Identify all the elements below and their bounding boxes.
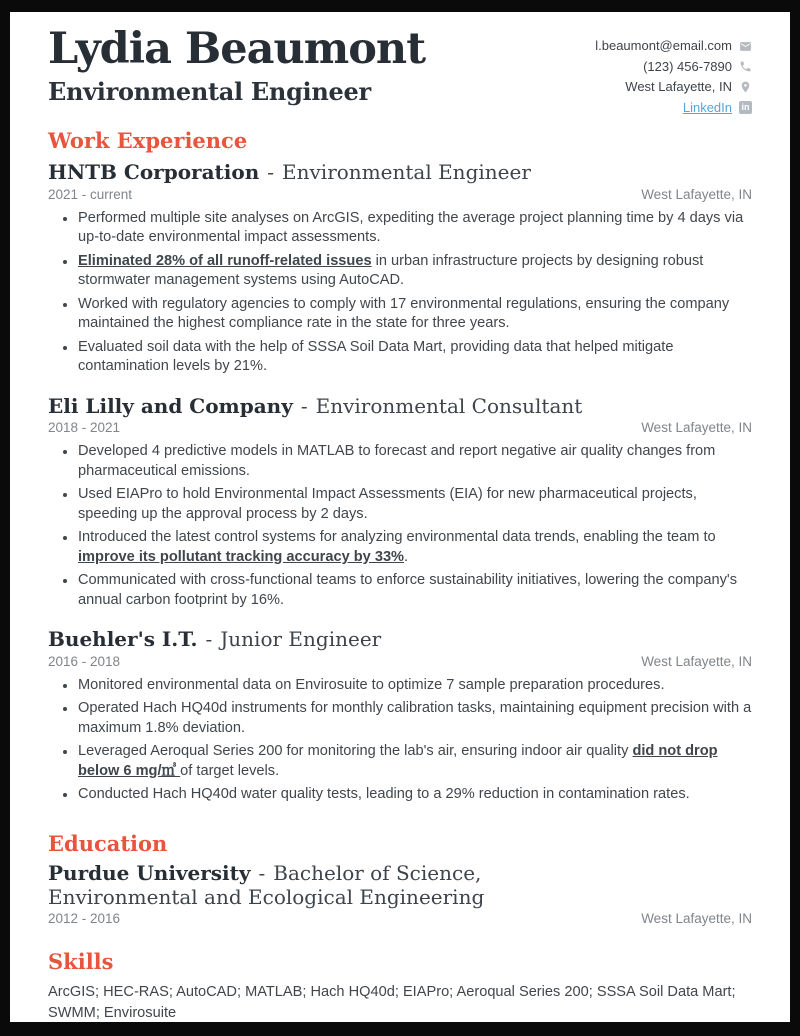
bullet-item	[77, 209, 752, 248]
person-name: Lydia Beaumont	[48, 24, 426, 74]
job-location: West Lafayette, IN	[641, 420, 752, 436]
skills-section	[48, 950, 752, 1023]
bullet-item	[77, 485, 752, 524]
school-name: Purdue University	[48, 860, 251, 885]
contact-phone-row	[595, 58, 752, 77]
education-dates: 2012 - 2016	[48, 911, 121, 927]
work-experience-section	[48, 129, 752, 804]
bullet-item	[77, 442, 752, 481]
education-location: West Lafayette, IN	[641, 911, 752, 927]
bullet-text: Conducted Hach HQ40d water quality tests, leading to a 29% reduction in contamination rates.	[78, 786, 690, 803]
company-name: Eli Lilly and Company	[48, 393, 293, 418]
bullet-text: Operated Hach HQ40d instruments for monthly calibration tasks, maintaining equipment precision with a maximum 1.8% deviation.	[78, 700, 752, 736]
job-bullets	[48, 676, 752, 805]
job-entry-hntb	[48, 160, 752, 376]
work-experience-heading: Work Experience	[48, 128, 248, 154]
company-name: Buehler's I.T.	[48, 627, 198, 652]
job-entry-buehlers	[48, 627, 752, 804]
bullet-text: Performed multiple site analyses on ArcGIS, expediting the average project planning time by 4 days via up-to-date environmental impact assessments.	[78, 209, 744, 246]
bullet-text: Communicated with cross-functional teams to enforce sustainability initiatives, lowering the company's annual carbon footprint by 16%.	[78, 572, 737, 608]
bullet-text: in urban infrastructure projects by designing robust stormwater management systems using AutoCAD.	[78, 252, 704, 289]
education-meta	[48, 911, 752, 927]
job-meta	[48, 654, 752, 670]
bullet-item	[77, 699, 752, 738]
email-text: l.beaumont@email.com	[595, 38, 732, 53]
bullet-item	[77, 295, 752, 334]
education-entry-heading	[48, 861, 518, 910]
degree-title: Bachelor of Science, Environmental and Ecological Engineering	[48, 860, 485, 909]
job-title: Junior Engineer	[220, 627, 382, 652]
job-location: West Lafayette, IN	[641, 186, 752, 202]
job-heading	[48, 394, 752, 418]
job-title: Environmental Consultant	[315, 393, 583, 418]
job-meta	[48, 187, 752, 203]
bullet-text: of target levels.	[180, 762, 280, 779]
job-dates: 2016 - 2018	[48, 653, 121, 669]
job-bullets	[48, 209, 752, 377]
job-meta	[48, 420, 752, 436]
phone-icon	[739, 60, 752, 73]
job-heading	[48, 160, 752, 184]
bullet-highlight: did not drop below 6 mg/㎥	[78, 743, 718, 779]
bullet-highlight: Eliminated 28% of all runoff-related issues	[78, 252, 372, 269]
bullet-item	[77, 742, 752, 781]
linkedin-link[interactable]: LinkedIn	[682, 99, 732, 115]
bullet-text: Used EIAPro to hold Environmental Impact Assessments (EIA) for new pharmaceutical projects, speeding up the approval process by 2 days.	[78, 486, 697, 522]
bullet-text: Developed 4 predictive models in MATLAB to forecast and report negative air quality changes from pharmaceutical emissions.	[78, 443, 716, 479]
location-text: West Lafayette, IN	[625, 79, 732, 94]
bullet-item	[77, 528, 752, 567]
resume-header	[48, 24, 752, 115]
company-name: HNTB Corporation	[48, 160, 260, 185]
job-bullets	[48, 442, 752, 610]
bullet-text: Introduced the latest control systems for analyzing environmental data trends, enabling the team to	[78, 529, 716, 546]
separator-dash: -	[205, 627, 213, 652]
job-dates: 2021 - current	[48, 186, 133, 202]
contact-block	[595, 37, 752, 119]
bullet-item	[77, 785, 752, 805]
bullet-item	[77, 571, 752, 610]
education-heading: Education	[48, 830, 168, 856]
separator-dash: -	[267, 160, 275, 185]
skills-heading: Skills	[48, 949, 114, 975]
bullet-item	[77, 676, 752, 696]
linkedin-glyph: in	[741, 102, 750, 113]
bullet-item	[77, 338, 752, 377]
bullet-highlight: improve its pollutant tracking accuracy by 33%	[78, 548, 405, 565]
bullet-item	[77, 252, 752, 291]
bullet-text: Monitored environmental data on Envirosuite to optimize 7 sample preparation procedures.	[78, 676, 665, 693]
job-location: West Lafayette, IN	[641, 653, 752, 669]
job-dates: 2018 - 2021	[48, 420, 121, 436]
separator-dash: -	[258, 860, 266, 885]
envelope-icon	[739, 40, 752, 53]
bullet-text: Evaluated soil data with the help of SSSA Soil Data Mart, providing data that helped mitigate contamination levels by 21%.	[78, 338, 674, 375]
location-pin-icon	[739, 80, 752, 94]
phone-text: (123) 456-7890	[643, 58, 732, 74]
bullet-text: Leveraged Aeroqual Series 200 for monitoring the lab's air, ensuring indoor air quality	[78, 743, 633, 760]
contact-email-row	[595, 37, 752, 56]
contact-linkedin-row	[595, 99, 752, 118]
bullet-text: Worked with regulatory agencies to comply with 17 environmental regulations, ensuring the company maintained the highest compliance rate in the state for three years.	[78, 295, 730, 332]
skills-list: ArcGIS; HEC-RAS; AutoCAD; MATLAB; Hach HQ40d; EIAPro; Aeroqual Series 200; SSSA Soil Data Mart; SWMM; Envirosuite	[48, 984, 736, 1021]
job-entry-eli-lilly	[48, 394, 752, 610]
linkedin-icon	[739, 101, 752, 114]
separator-dash: -	[300, 393, 308, 418]
bullet-text: .	[404, 548, 409, 565]
job-heading	[48, 627, 752, 651]
job-title: Environmental Engineer	[282, 160, 531, 185]
contact-location-row	[595, 78, 752, 97]
person-title: Environmental Engineer	[48, 76, 371, 106]
education-section	[48, 832, 752, 928]
